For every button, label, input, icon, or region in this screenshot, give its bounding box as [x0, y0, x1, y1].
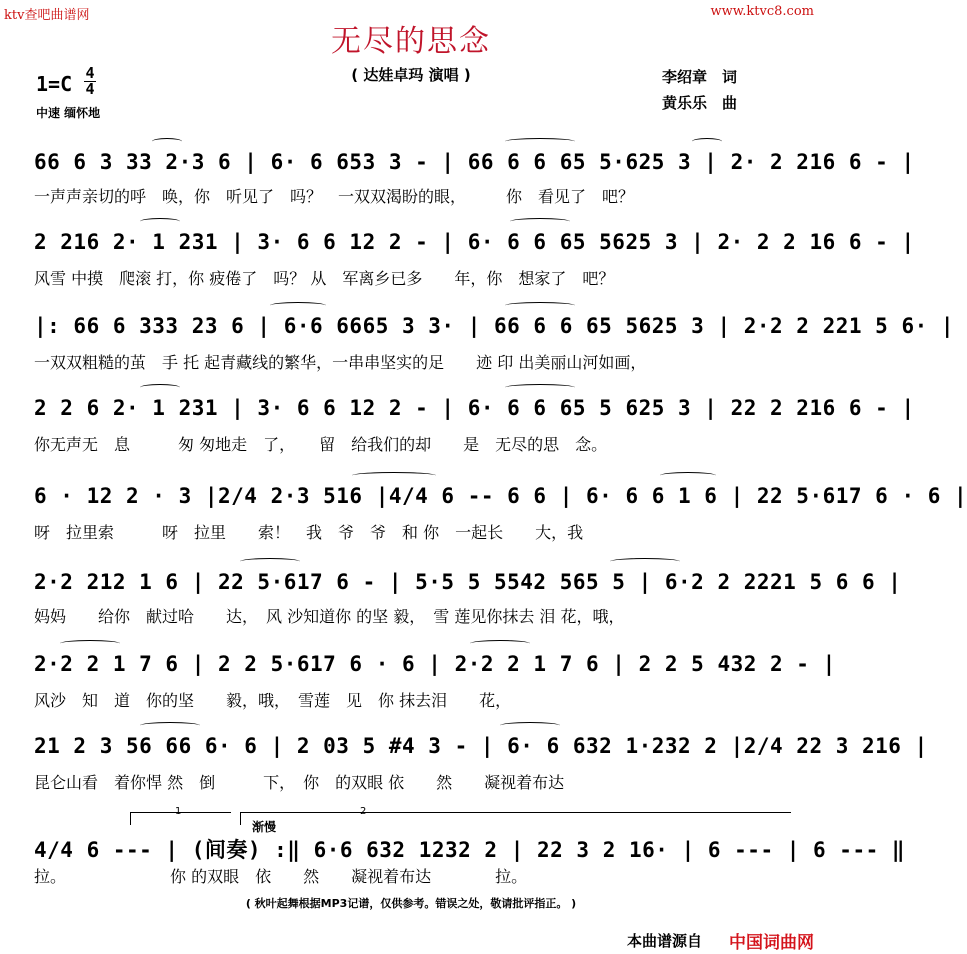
transcriber-note: ( 秋叶起舞根据MP3记谱，仅供参考。错误之处，敬请批评指正。 ) [245, 897, 577, 910]
site-logo-text[interactable]: 中国词曲网 [729, 933, 814, 953]
song-title: 无尽的思念 [331, 24, 491, 59]
notation-row-2: 2 216 2· 1 231 | 3· 6 6 12 2 - | 6· 6 6 65 5625 3 | 2· 2 2 16 6 - | [34, 230, 915, 254]
notation-row-1: 66 6 3 33 2·3 6 | 6· 6 653 3 - | 66 6 6 65 5·625 3 | 2· 2 216 6 - | [34, 150, 915, 174]
slur [240, 558, 300, 565]
slur [352, 472, 436, 479]
slur [60, 640, 120, 647]
lyric-row-5: 呀 拉里索 呀 拉里 索！ 我 爷 爷 和 你 一起长 大，我 [34, 523, 584, 542]
source-label: 本曲谱源自 [626, 932, 702, 950]
slur [510, 218, 570, 225]
lyric-row-1: 一声声亲切的呼 唤，你 听见了 吗？ 一双双渴盼的眼， 你 看见了 吧？ [34, 187, 635, 206]
watermark-left: ktv查吧曲谱网 [4, 8, 90, 23]
singer-credit: ( 达娃卓玛 演唱 ) [351, 66, 471, 84]
volta-label-1: 1 [175, 806, 182, 817]
slur [505, 138, 575, 145]
lyric-row-8: 昆仑山看 着你悍 然 倒 下， 你 的双眼 依 然 凝视着布达 [34, 773, 565, 792]
tempo-slowing-mark: 渐慢 [252, 820, 277, 834]
lyric-row-6: 妈妈 给你 献过哈 达， 风 沙知道你 的坚 毅， 雪 莲见你抹去 泪 花，哦， [34, 607, 625, 626]
volta-label-2: 2 [360, 806, 367, 817]
slur [470, 640, 530, 647]
composer-credit: 黄乐乐 曲 [662, 94, 738, 112]
slur [610, 558, 680, 565]
notation-row-3: |: 66 6 333 23 6 | 6·6 6665 3 3· | 66 6 6 65 5625 3 | 2·2 2 221 5 6· | [34, 314, 955, 338]
lyric-row-2: 风雪 中摸 爬滚 打，你 疲倦了 吗？ 从 军离乡已多 年，你 想家了 吧？ [34, 269, 615, 288]
notation-row-6: 2·2 212 1 6 | 22 5·617 6 - | 5·5 5 5542 565 5 | 6·2 2 2221 5 6 6 | [34, 570, 902, 594]
slur [500, 722, 560, 729]
slur [505, 384, 575, 391]
notation-row-4: 2 2 6 2· 1 231 | 3· 6 6 12 2 - | 6· 6 6 65 5 625 3 | 22 2 216 6 - | [34, 396, 915, 420]
notation-row-7: 2·2 2 1 7 6 | 2 2 5·617 6 · 6 | 2·2 2 1 7 6 | 2 2 5 432 2 - | [34, 652, 836, 676]
slur [505, 302, 575, 309]
lyric-row-9: 拉。 你 的双眼 依 然 凝视着布达 拉。 [34, 867, 528, 886]
tempo-marking: 中速 缅怀地 [36, 106, 101, 120]
notation-row-8: 21 2 3 56 66 6· 6 | 2 03 5 #4 3 - | 6· 6 632 1·232 2 |2/4 22 3 216 | [34, 734, 928, 758]
slur [270, 302, 326, 309]
slur [152, 138, 182, 145]
slur [692, 138, 722, 145]
slur [660, 472, 716, 479]
volta-bracket-2 [240, 812, 791, 825]
meter-top: 4 [85, 64, 95, 82]
watermark-right: www.ktvc8.com [710, 4, 814, 19]
slur [140, 218, 180, 225]
time-signature [84, 66, 96, 97]
lyric-row-3: 一双双粗糙的茧 手 托 起青藏线的繁华，一串串坚实的足 迹 印 出美丽山河如画， [34, 353, 647, 372]
lyricist-credit: 李绍章 词 [662, 68, 738, 86]
lyric-row-7: 风沙 知 道 你的坚 毅，哦， 雪莲 见 你 抹去泪 花， [34, 691, 512, 710]
notation-row-9: 4/4 6 --- | (间奏) :‖ 6·6 632 1232 2 | 22 3 2 16· | 6 --- | 6 --- ‖ [34, 838, 906, 862]
lyric-row-4: 你无声无 息 匆 匆地走 了， 留 给我们的却 是 无尽的思 念。 [34, 435, 608, 454]
key-signature: 1=C [36, 72, 73, 96]
meter-bottom: 4 [85, 80, 95, 98]
slur [140, 722, 200, 729]
slur [140, 384, 180, 391]
notation-row-5: 6 · 12 2 · 3 |2/4 2·3 516 |4/4 6 -- 6 6 | 6· 6 6 1 6 | 22 5·617 6 · 6 | [34, 484, 967, 508]
